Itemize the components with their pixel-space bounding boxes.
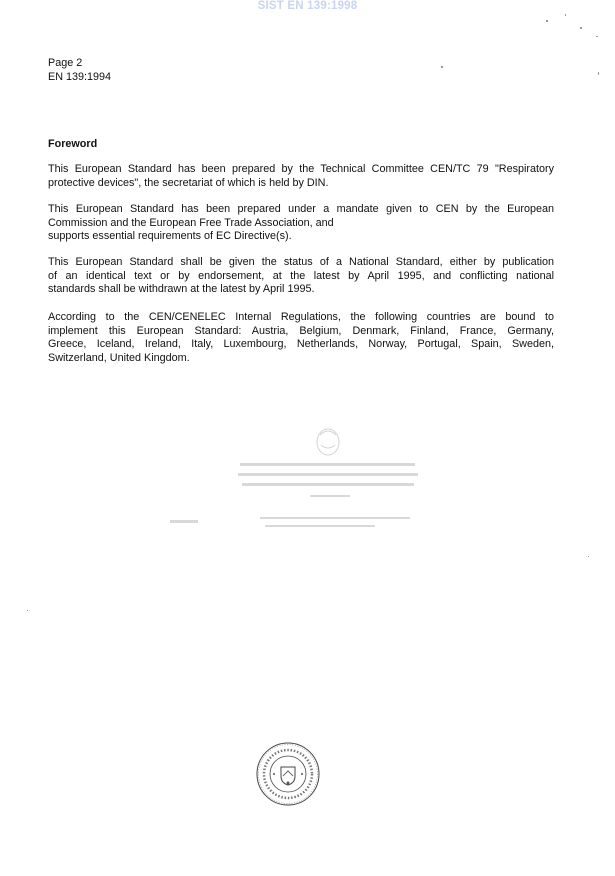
scan-speck (441, 66, 443, 68)
scan-speck (596, 36, 598, 37)
faint-stamp-emblem (170, 425, 430, 545)
paragraph-line: of an identical text or by endorsement, at the latest by April 1995, and conflicting national (48, 269, 554, 282)
foreword-paragraph-3 (48, 256, 554, 297)
scan-speck (588, 556, 589, 557)
standard-number: EN 139:1994 (48, 71, 112, 83)
official-seal (254, 740, 322, 808)
scan-speck (565, 14, 566, 16)
scan-speck (546, 20, 548, 22)
paragraph-line: According to the CEN/CENELEC Internal Regulations, the following countries are bound to (48, 311, 554, 323)
paragraph-line: This European Standard has been prepared under a mandate given to CEN by the European (48, 203, 554, 215)
paragraph-line: This European Standard shall be given the status of a National Standard, either by publication (48, 256, 554, 268)
paragraph-line: Commission and the European Free Trade Association, and (48, 216, 334, 229)
paragraph-line: protective devices", the secretariat of which is held by DIN. (48, 176, 329, 189)
paragraph-line: Switzerland, United Kingdom. (48, 351, 190, 364)
paragraph-line: standards shall be withdrawn at the latest by April 1995. (48, 283, 315, 296)
scan-speck (27, 610, 28, 611)
paragraph-line: supports essential requirements of EC Directive(s). (48, 230, 292, 243)
scan-speck (580, 27, 582, 29)
page-number: Page 2 (48, 57, 83, 69)
foreword-title: Foreword (48, 138, 98, 150)
foreword-paragraph-1 (48, 163, 554, 190)
watermark: SIST EN 139:1998 (257, 0, 358, 12)
scan-speck (598, 72, 599, 75)
paragraph-line: implement this European Standard: Austria, Belgium, Denmark, Finland, France, Germany, (48, 324, 554, 337)
paragraph-line: Greece, Iceland, Ireland, Italy, Luxembourg, Netherlands, Norway, Portugal, Spain, Sweden, (48, 338, 554, 351)
page-header (48, 56, 111, 84)
paragraph-line: This European Standard has been prepared by the Technical Committee CEN/TC 79 "Respiratory (48, 163, 554, 175)
foreword-paragraph-4 (48, 311, 554, 365)
foreword-paragraph-2 (48, 203, 554, 244)
